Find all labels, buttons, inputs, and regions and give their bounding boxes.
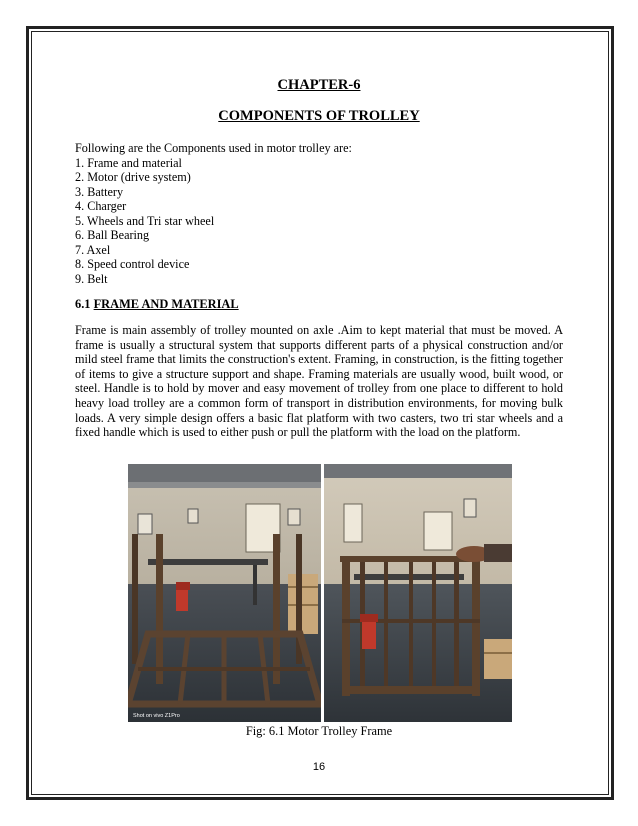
list-item: 5. Wheels and Tri star wheel: [75, 213, 215, 228]
section-title: FRAME AND MATERIAL: [93, 297, 239, 311]
list-item: 1. Frame and material: [75, 155, 182, 170]
list-item: 8. Speed control device: [75, 257, 190, 271]
chapter-title: CHAPTER-6: [277, 77, 361, 93]
list-item: 3. Battery: [75, 184, 124, 199]
chapter-heading: COMPONENTS OF TROLLEY: [218, 108, 420, 124]
components-list: [75, 156, 214, 287]
list-item: 9. Belt: [75, 271, 108, 286]
list-item: 2. Motor (drive system): [75, 170, 191, 184]
section-heading: [75, 297, 239, 312]
list-item: 6. Ball Bearing: [75, 228, 150, 242]
list-item: 4. Charger: [75, 199, 127, 213]
figure-caption: Fig: 6.1 Motor Trolley Frame: [245, 724, 393, 738]
intro-text: Following are the Components used in motor trolley are:: [75, 141, 352, 155]
photo-watermark: Shot on vivo Z1Pro: [133, 713, 180, 719]
frame-photo-left: [128, 464, 321, 722]
page-number: 16: [312, 761, 326, 773]
frame-photo-right: [324, 464, 512, 722]
figure-photos: [128, 464, 512, 722]
list-item: 7. Axel: [75, 242, 111, 257]
section-number: 6.1: [75, 297, 91, 311]
section-paragraph: Frame is main assembly of trolley mounted on axle .Aim to kept material that must be moved. A frame is usually a structural system that supports different parts of a physical construction and/or mild steel frame that limits the construction's extent. Framing, in construction, is the fitting together of items to give a structure support and shape. Framing materials are usually wood, built wood, or steel. Handle is to hold by mover and easy movement of trolley from one place to different to hold heavy load trolley are a common form of transport in distribution environments, for moving bulk loads. A very simple design offers a basic flat platform with two casters, two tri star wheels and a fixed handle which is used to either push or pull the platform with the load on the platform.: [75, 323, 563, 440]
